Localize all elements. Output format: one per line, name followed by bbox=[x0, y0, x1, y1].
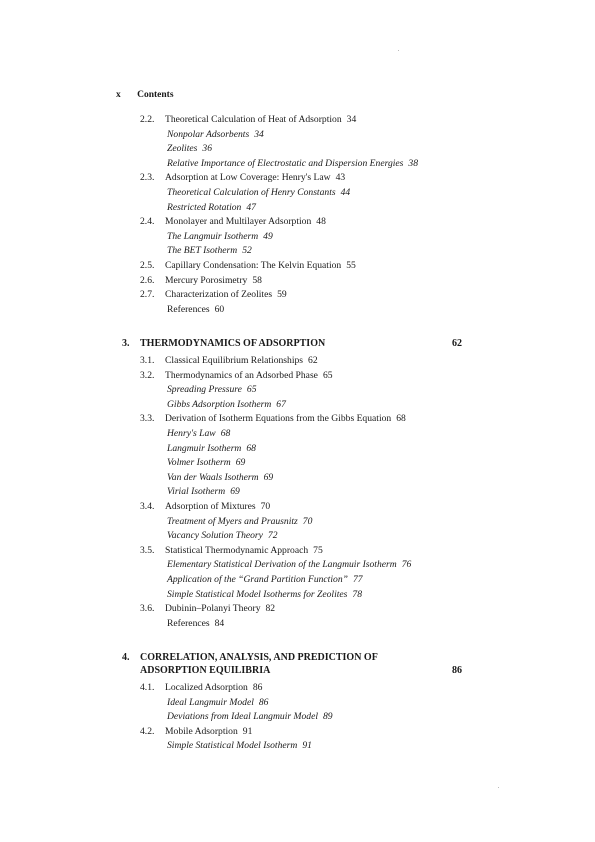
section-title: Derivation of Isotherm Equations from the Gibbs Equation bbox=[165, 413, 392, 425]
chapter-title[interactable] bbox=[122, 338, 325, 350]
toc-subsection-entry[interactable] bbox=[167, 486, 240, 498]
section-page-number: 65 bbox=[322, 369, 333, 381]
subsection-title: Langmuir Isotherm bbox=[167, 442, 242, 454]
toc-subsection-entry[interactable] bbox=[167, 443, 256, 455]
section-title: Capillary Condensation: The Kelvin Equation bbox=[165, 260, 342, 271]
toc-section-entry[interactable] bbox=[140, 545, 323, 557]
toc-section-entry[interactable] bbox=[140, 260, 356, 272]
subsection-page-number: 68 bbox=[246, 442, 256, 454]
toc-section-entry[interactable] bbox=[140, 289, 287, 301]
page-number: x bbox=[116, 90, 121, 100]
subsection-title: Relative Importance of Electrostatic and Dispersion Energies bbox=[167, 157, 404, 169]
toc-section-entry[interactable] bbox=[140, 413, 406, 425]
section-page-number: 82 bbox=[265, 603, 276, 615]
toc-section-entry[interactable] bbox=[140, 682, 262, 694]
section-page-number: 62 bbox=[308, 355, 318, 366]
section-number: 3.4. bbox=[140, 501, 155, 512]
toc-subsection-entry[interactable] bbox=[167, 711, 333, 723]
section-title: Localized Adsorption bbox=[165, 682, 248, 693]
subsection-title: The Langmuir Isotherm bbox=[167, 230, 259, 242]
references-label: References bbox=[167, 303, 210, 315]
subsection-page-number: 38 bbox=[408, 157, 419, 169]
section-page-number: 91 bbox=[242, 725, 253, 737]
section-title: Adsorption at Low Coverage: Henry's Law bbox=[165, 172, 331, 184]
section-title: Dubinin–Polanyi Theory bbox=[165, 603, 261, 615]
section-title: Characterization of Zeolites bbox=[165, 289, 273, 301]
subsection-page-number: 47 bbox=[246, 201, 256, 213]
toc-subsection-entry[interactable] bbox=[167, 399, 286, 411]
toc-references-entry[interactable] bbox=[167, 304, 224, 316]
subsection-page-number: 91 bbox=[302, 740, 312, 752]
chapter-number: 3. bbox=[122, 338, 130, 350]
subsection-title: Ideal Langmuir Model bbox=[167, 696, 254, 708]
section-number: 2.6. bbox=[140, 274, 155, 286]
subsection-title: Simple Statistical Model Isotherm bbox=[167, 740, 298, 752]
chapter-title[interactable] bbox=[122, 652, 378, 664]
subsection-page-number: 89 bbox=[323, 711, 333, 723]
toc-subsection-entry[interactable] bbox=[167, 472, 273, 484]
chapter-page-number: 62 bbox=[452, 338, 462, 350]
toc-subsection-entry[interactable] bbox=[167, 559, 411, 571]
subsection-page-number: 86 bbox=[258, 696, 269, 708]
toc-subsection-entry[interactable] bbox=[167, 202, 256, 214]
toc-section-entry[interactable] bbox=[140, 172, 345, 184]
toc-section-entry[interactable] bbox=[140, 216, 326, 228]
subsection-page-number: 69 bbox=[235, 457, 246, 469]
section-title: Theoretical Calculation of Heat of Adsorption bbox=[165, 114, 342, 125]
section-number: 3.6. bbox=[140, 603, 155, 615]
subsection-page-number: 78 bbox=[352, 588, 362, 600]
toc-section-entry[interactable] bbox=[140, 355, 318, 367]
toc-subsection-entry[interactable] bbox=[167, 143, 212, 155]
section-page-number: 34 bbox=[346, 114, 357, 125]
subsection-page-number: 72 bbox=[267, 530, 278, 542]
section-number: 2.7. bbox=[140, 289, 155, 301]
section-number: 3.1. bbox=[140, 355, 155, 366]
chapter-name: THERMODYNAMICS OF ADSORPTION bbox=[140, 338, 326, 350]
subsection-title: Gibbs Adsorption Isotherm bbox=[167, 398, 272, 410]
section-title: Monolayer and Multilayer Adsorption bbox=[165, 216, 312, 228]
toc-subsection-entry[interactable] bbox=[167, 516, 312, 528]
subsection-page-number: 52 bbox=[242, 245, 252, 257]
toc-subsection-entry[interactable] bbox=[167, 457, 245, 469]
references-page-number: 60 bbox=[214, 303, 225, 315]
section-number: 3.2. bbox=[140, 369, 155, 381]
section-number: 3.5. bbox=[140, 544, 155, 556]
subsection-title: Henry's Law bbox=[167, 428, 216, 439]
chapter-number: 4. bbox=[122, 652, 130, 664]
toc-references-entry[interactable] bbox=[167, 618, 224, 630]
subsection-title: Deviations from Ideal Langmuir Model bbox=[167, 711, 318, 723]
subsection-title: Vacancy Solution Theory bbox=[167, 530, 263, 542]
subsection-title: Volmer Isotherm bbox=[167, 457, 231, 469]
section-number: 2.4. bbox=[140, 216, 155, 228]
subsection-title: Application of the “Grand Partition Function” bbox=[167, 574, 348, 585]
toc-subsection-entry[interactable] bbox=[167, 187, 350, 199]
section-number: 2.3. bbox=[140, 172, 155, 184]
section-page-number: 86 bbox=[252, 682, 263, 693]
references-label: References bbox=[167, 617, 210, 629]
subsection-page-number: 76 bbox=[401, 559, 412, 571]
running-header bbox=[116, 90, 174, 100]
section-page-number: 43 bbox=[335, 172, 346, 184]
subsection-page-number: 69 bbox=[230, 486, 240, 498]
subsection-title: Nonpolar Adsorbents bbox=[167, 128, 250, 140]
subsection-title: Van der Waals Isotherm bbox=[167, 471, 259, 483]
toc-subsection-entry[interactable] bbox=[167, 384, 256, 396]
section-page-number: 55 bbox=[346, 260, 356, 271]
chapter-page-number: 86 bbox=[452, 665, 462, 677]
section-title: Mobile Adsorption bbox=[165, 725, 238, 737]
section-title: Thermodynamics of an Adsorbed Phase bbox=[165, 369, 318, 381]
toc-subsection-entry[interactable] bbox=[167, 574, 363, 586]
subsection-title: The BET Isotherm bbox=[167, 245, 238, 257]
section-title: Statistical Thermodynamic Approach bbox=[165, 544, 309, 556]
section-page-number: 70 bbox=[260, 501, 271, 512]
subsection-page-number: 67 bbox=[276, 398, 286, 410]
toc-subsection-entry[interactable] bbox=[167, 530, 278, 542]
subsection-page-number: 44 bbox=[340, 187, 351, 198]
section-page-number: 75 bbox=[313, 544, 323, 556]
toc-subsection-entry[interactable] bbox=[167, 589, 362, 601]
references-page-number: 84 bbox=[214, 617, 225, 629]
subsection-page-number: 36 bbox=[202, 143, 212, 155]
toc-subsection-entry[interactable] bbox=[167, 158, 418, 170]
toc-section-entry[interactable] bbox=[140, 603, 275, 615]
toc-section-entry[interactable] bbox=[140, 114, 356, 126]
subsection-page-number: 70 bbox=[302, 515, 313, 527]
toc-section-entry[interactable] bbox=[140, 275, 262, 287]
subsection-title: Zeolites bbox=[167, 143, 198, 155]
section-title: Mercury Porosimetry bbox=[165, 274, 248, 286]
subsection-page-number: 34 bbox=[254, 128, 264, 140]
subsection-title: Simple Statistical Model Isotherms for Zeolites bbox=[167, 588, 348, 600]
subsection-title: Restricted Rotation bbox=[167, 201, 242, 213]
toc-section-entry[interactable] bbox=[140, 501, 270, 513]
subsection-title: Theoretical Calculation of Henry Constants bbox=[167, 187, 336, 198]
subsection-page-number: 68 bbox=[220, 428, 231, 439]
section-title: Classical Equilibrium Relationships bbox=[165, 355, 304, 366]
subsection-title: Virial Isotherm bbox=[167, 486, 226, 498]
toc-subsection-entry[interactable] bbox=[167, 740, 312, 752]
section-number: 4.2. bbox=[140, 725, 155, 737]
section-number: 4.1. bbox=[140, 682, 155, 693]
toc-section-entry[interactable] bbox=[140, 370, 333, 382]
section-page-number: 59 bbox=[277, 289, 287, 301]
running-title: Contents bbox=[137, 90, 174, 100]
subsection-page-number: 69 bbox=[263, 471, 274, 483]
section-number: 3.3. bbox=[140, 413, 155, 425]
toc-subsection-entry[interactable] bbox=[167, 245, 252, 257]
section-title: Adsorption of Mixtures bbox=[165, 501, 256, 512]
subsection-page-number: 77 bbox=[352, 574, 363, 585]
subsection-page-number: 65 bbox=[246, 384, 257, 396]
section-page-number: 58 bbox=[252, 274, 262, 286]
subsection-title: Spreading Pressure bbox=[167, 384, 242, 396]
subsection-title: Elementary Statistical Derivation of the Langmuir Isotherm bbox=[167, 559, 397, 571]
subsection-title: Treatment of Myers and Prausnitz bbox=[167, 515, 298, 527]
toc-section-entry[interactable] bbox=[140, 726, 252, 738]
section-number: 2.2. bbox=[140, 114, 155, 125]
section-page-number: 68 bbox=[396, 413, 406, 425]
chapter-name: CORRELATION, ANALYSIS, AND PREDICTION OF bbox=[140, 652, 378, 664]
toc-subsection-entry[interactable] bbox=[167, 697, 268, 709]
toc-subsection-entry[interactable] bbox=[167, 231, 273, 243]
subsection-page-number: 49 bbox=[263, 230, 273, 242]
section-number: 2.5. bbox=[140, 260, 155, 271]
section-page-number: 48 bbox=[316, 216, 326, 228]
toc-subsection-entry[interactable] bbox=[167, 129, 264, 141]
chapter-title-continued[interactable]: ADSORPTION EQUILIBRIA bbox=[140, 665, 271, 677]
toc-subsection-entry[interactable] bbox=[167, 428, 230, 440]
